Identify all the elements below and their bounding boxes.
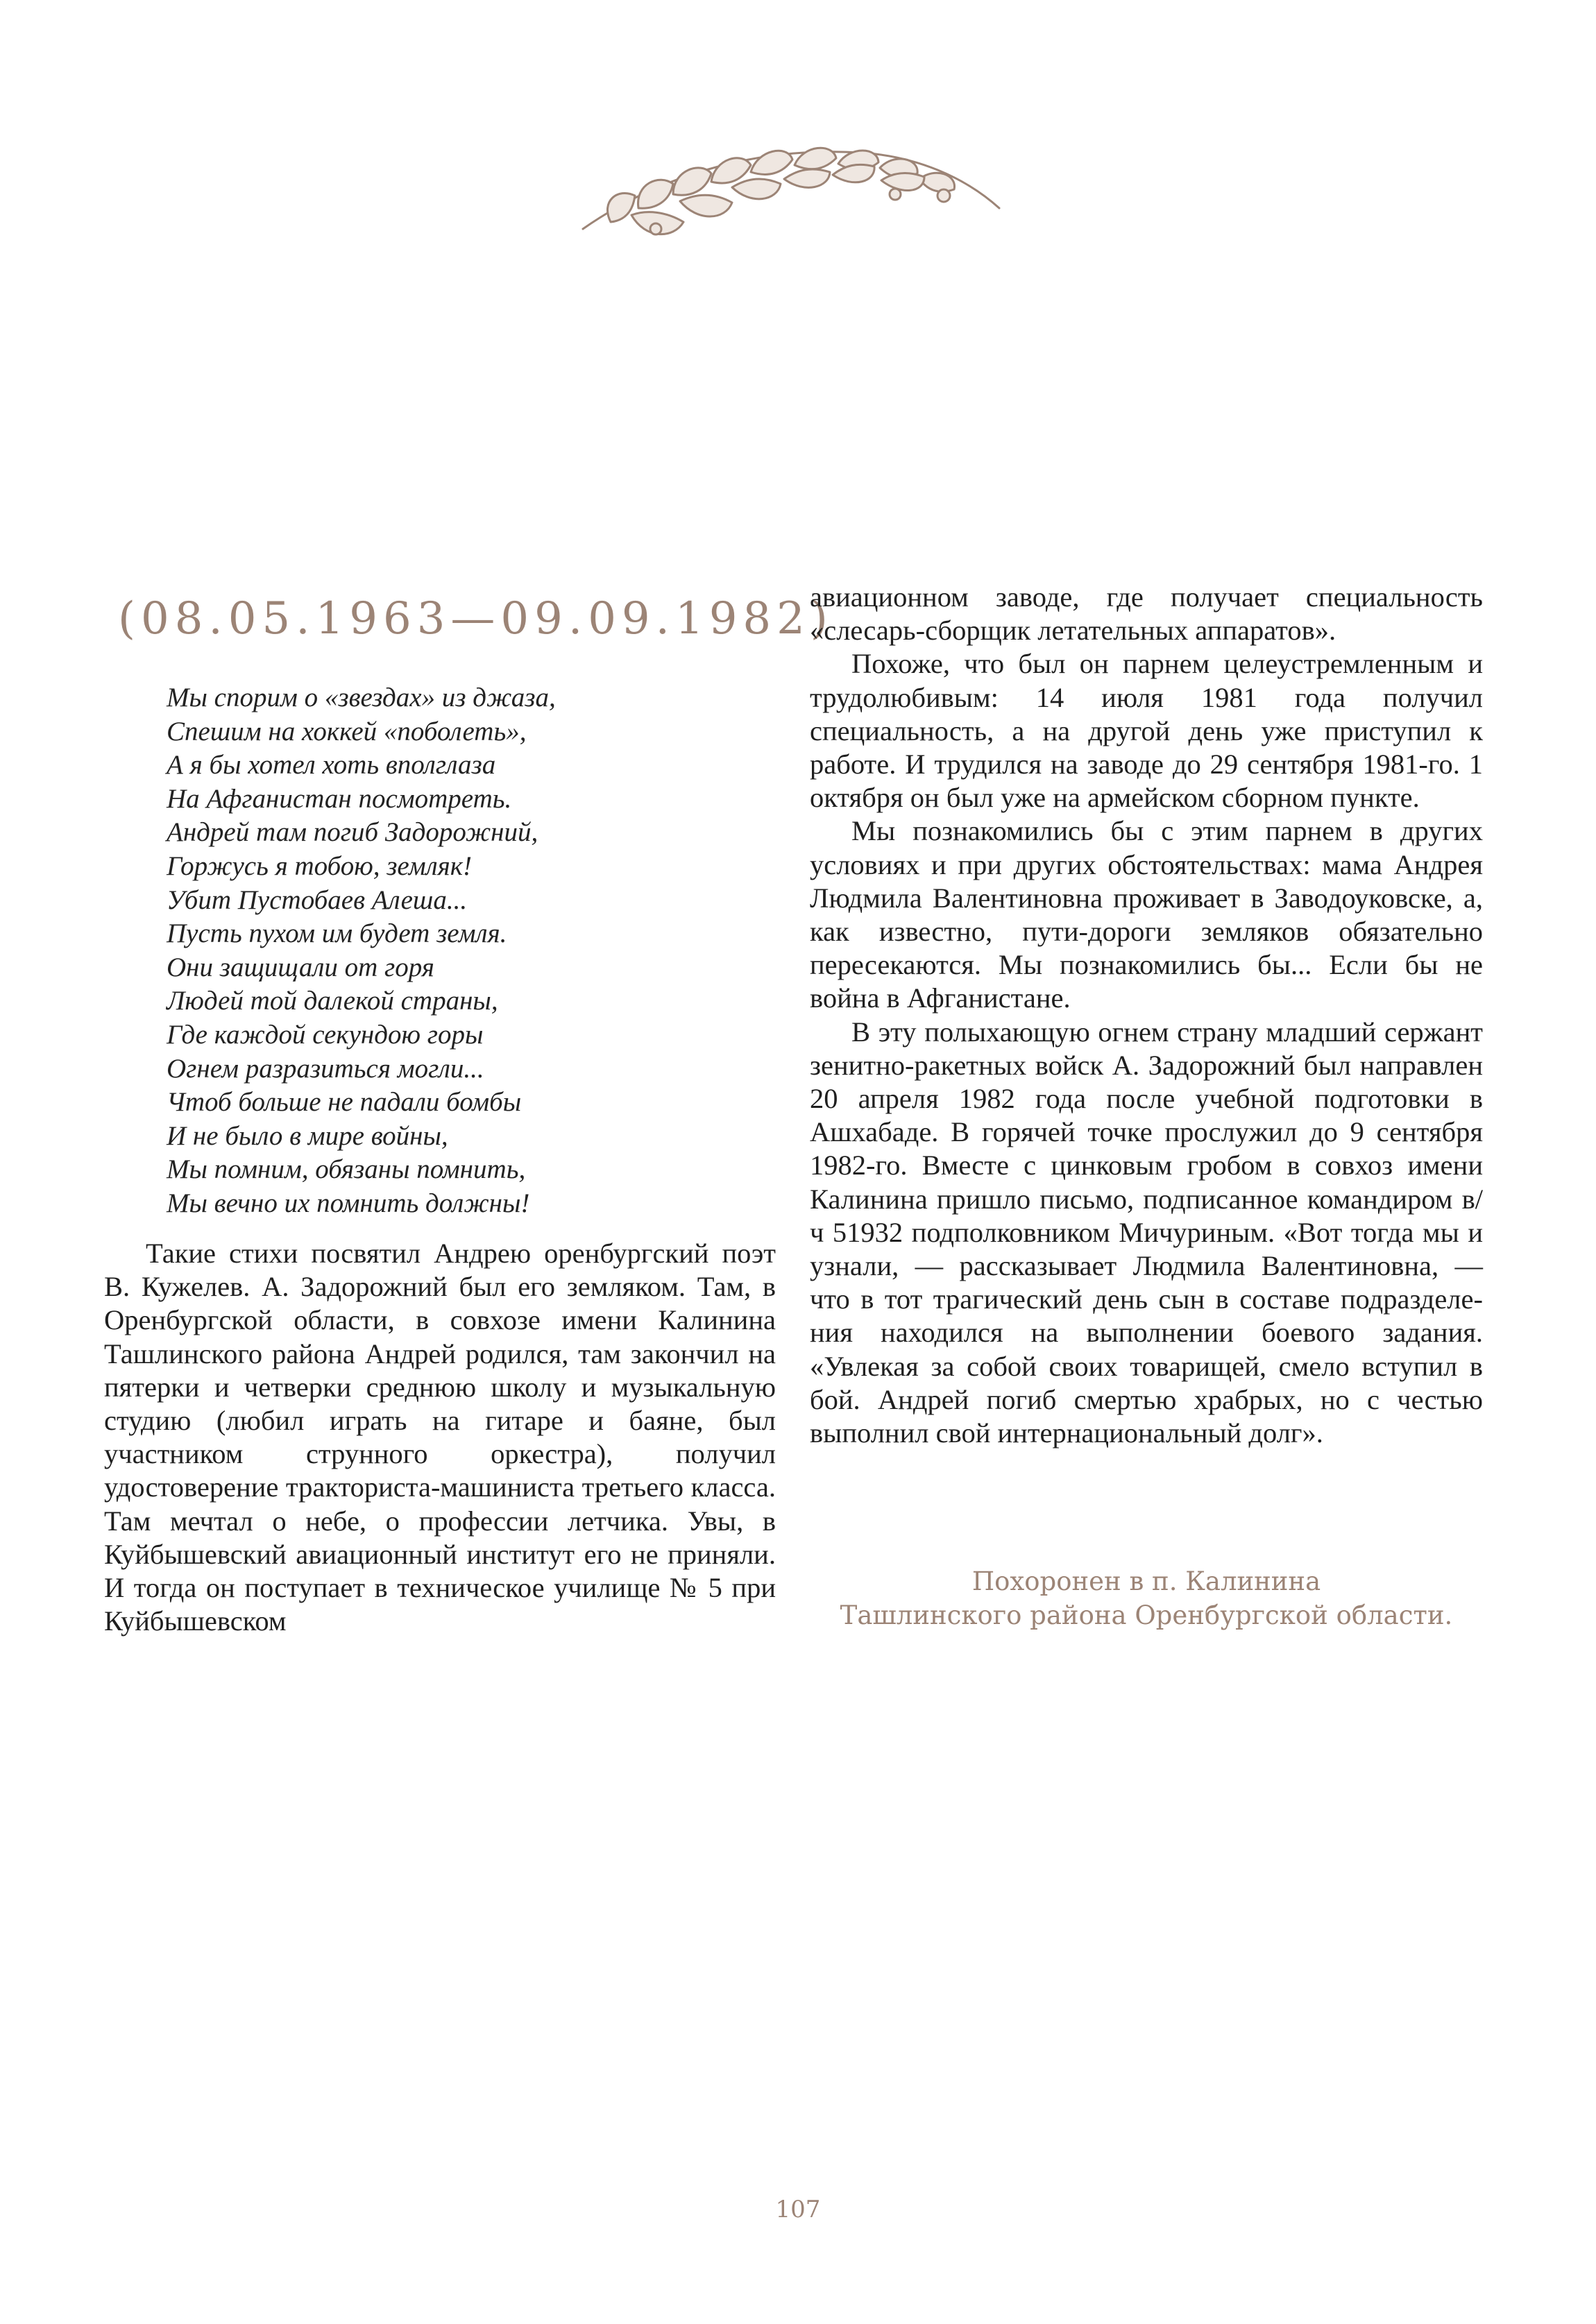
poem (167, 681, 791, 1221)
poem-line: Мы помним, обязаны помнить, (167, 1154, 526, 1185)
article-paragraph: Такие стихи посвятил Андрею оренбургский поэт В. Кужелев. А. Задорожний был его земляком. Там, в Оренбургской области, в совхозе имени Калинина Ташлинского района Андрей родился, там закончил на пятерки и четверки среднюю школу и музыкальную студию (любил играть на гитаре и баяне, был участником струнного оркестра), получил удостоверение тракториста-машиниста третьего класса. Там мечтал о небе, о профессии летчика. Увы, в Куйбышевский авиационный институт его не приняли. И тогда он поступает в техническое училище № 5 при Куйбышевском (104, 1238, 776, 1637)
article-paragraph: Похоже, что был он парнем целеустремленным и трудолюбивым: 14 июля 1981 года получил специальность, а на другой день уже приступил к работе. И трудился на заводе до 29 сентября 1981-го. 1 октября он был уже на армейском сборном пункте. (810, 648, 1483, 814)
poem-line: Где каждой секундою горы (167, 1019, 484, 1050)
poem-line: Мы спорим о «звездах» из джаза, (167, 683, 556, 712)
poem-line: Огнем разразиться могли... (167, 1053, 484, 1084)
poem-line: Мы вечно их помнить должны! (167, 1188, 530, 1218)
article-paragraph: В эту полыхающую огнем страну младший сержант зенитно-ракетных войск А. Задорожний был направлен 20 апреля 1982 года после учебной подготовки в Ашхабаде. В горячей точке прослужил до 9 сентября 1982-го. Вместе с цинковым гробом в совхоз имени Калинина пришло письмо, подписанное командиром в/ч 51932 подполковником Мичуриным. «Вот тогда мы и узнали, — рассказывает Людмила Валентиновна, — что в тот трагический день сын в составе подразделения находился на выполнении боевого задания. «Увлекая за собой своих товарищей, смело вступил в бой. Андрей погиб смертью храбрых, но с честью выполнил свой интернациональный долг». (810, 1016, 1483, 1449)
page-number: 107 (775, 2196, 821, 2223)
article-paragraph: Мы познакомились бы с этим парнем в других условиях и при других обстоятельствах: мама Андрея Людмила Валентиновна проживает в Заводоуковске, а, как известно, пути-дороги земляков обязательно пересекаются. Мы познакомились бы... Если бы не война в Афганистане. (810, 815, 1483, 1014)
poem-line: Они защищали от горя (167, 952, 434, 982)
poem-line: Пусть пухом им будет земля. (167, 919, 507, 949)
poem-line: Горжусь я тобою, земляк! (167, 851, 473, 881)
article-paragraph: авиационном заводе, где получает специальность «слесарь-сборщик летательных аппаратов». (810, 581, 1483, 647)
burial-line: Похоронен в п. Калинина (971, 1566, 1321, 1596)
poem-line: И не было в мире войны, (167, 1120, 448, 1151)
laurel-branch-ornament (569, 118, 1013, 257)
burial-line: Ташлинского района Оренбургской области. (840, 1600, 1453, 1630)
article-right-column (810, 581, 1483, 1450)
poem-line: Убит Пустобаев Алеша... (167, 885, 468, 915)
poem-line: А я бы хотел хоть вполглаза (167, 750, 496, 780)
poem-line: Андрей там погиб Задорожний, (167, 817, 538, 848)
article-left-column (104, 1237, 776, 1638)
poem-line: На Афганистан посмотреть. (167, 783, 512, 814)
life-dates-heading: (08.05.1963—09.09.1982) (118, 593, 833, 644)
burial-note (810, 1564, 1483, 1632)
poem-line: Спешим на хоккей «поболеть», (167, 716, 527, 746)
poem-line: Чтоб больше не падали бомбы (167, 1087, 522, 1118)
poem-line: Людей той далекой страны, (167, 986, 498, 1016)
